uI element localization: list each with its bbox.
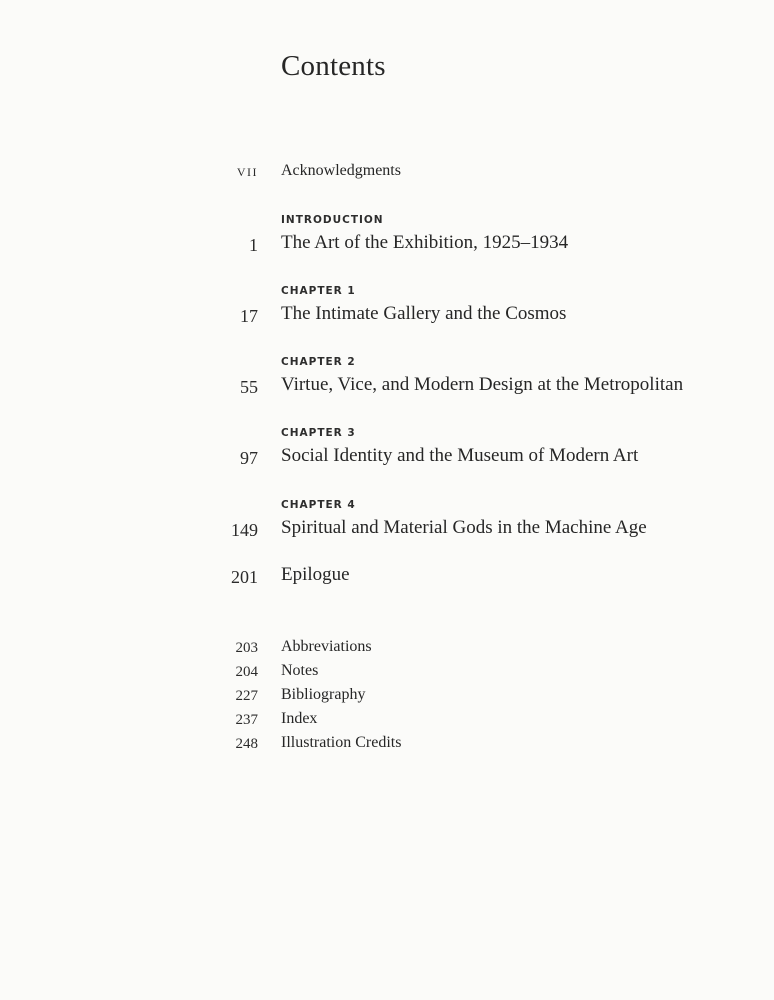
toc-page-number: 149: [231, 520, 258, 540]
toc-page-number: 227: [235, 688, 258, 704]
toc-entry-title: The Art of the Exhibition, 1925–1934: [281, 232, 569, 253]
toc-entry-title: Notes: [281, 662, 319, 679]
toc-entry-title: Illustration Credits: [281, 734, 402, 751]
toc-page-number: 203: [235, 640, 258, 656]
page-title: Contents: [281, 50, 386, 82]
toc-entry-title: Social Identity and the Museum of Modern Art: [281, 445, 639, 466]
toc-page-number: 248: [235, 736, 258, 752]
toc-entry-title: Spiritual and Material Gods in the Machine Age: [281, 517, 647, 538]
section-label: CHAPTER 3: [281, 427, 356, 439]
toc-page-number: VII: [236, 165, 258, 179]
section-label: CHAPTER 2: [281, 356, 356, 368]
toc-entry-title: Virtue, Vice, and Modern Design at the Metropolitan: [281, 374, 684, 395]
toc-entry-title: Acknowledgments: [281, 162, 401, 179]
toc-entry-title: The Intimate Gallery and the Cosmos: [281, 303, 567, 324]
toc-page-number: 97: [240, 448, 258, 468]
toc-page-number: 201: [231, 567, 258, 587]
toc-entry-title: Epilogue: [281, 564, 350, 585]
toc-page-number: 204: [235, 664, 258, 680]
toc-page-number: 55: [240, 377, 258, 397]
toc-page-number: 17: [240, 306, 258, 326]
toc-entry-title: Abbreviations: [281, 638, 372, 655]
toc-entry-title: Bibliography: [281, 686, 366, 703]
toc-entry-title: Index: [281, 710, 318, 727]
section-label: INTRODUCTION: [281, 214, 384, 226]
toc-page-number: 237: [235, 712, 258, 728]
section-label: CHAPTER 1: [281, 285, 356, 297]
toc-page-number: 1: [249, 235, 258, 255]
section-label: CHAPTER 4: [281, 499, 356, 511]
